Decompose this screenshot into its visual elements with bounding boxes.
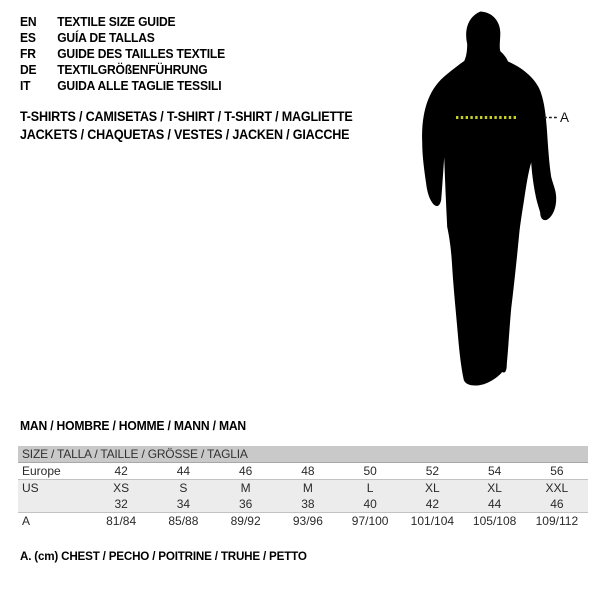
language-label: GUIDE DES TAILLES TEXTILE — [57, 46, 225, 61]
section-title-man: MAN / HOMBRE / HOMME / MANN / MAN — [20, 419, 246, 433]
row-label: US — [22, 481, 39, 495]
language-list — [20, 14, 225, 94]
table-cell: 48 — [301, 464, 315, 478]
table-cell: 52 — [425, 464, 440, 478]
table-cell: 46 — [238, 464, 253, 478]
language-row — [20, 62, 225, 78]
table-cell: 42 — [425, 497, 440, 511]
table-cell: 97/100 — [351, 514, 389, 528]
table-cell: 105/108 — [472, 514, 517, 528]
language-code: FR — [20, 46, 36, 61]
language-row — [20, 46, 225, 62]
table-cell: 89/92 — [230, 514, 261, 528]
table-cell: 44 — [487, 497, 502, 511]
table-cell: 93/96 — [292, 514, 323, 528]
table-cell: 46 — [550, 497, 564, 511]
table-cell: 40 — [363, 497, 377, 511]
man-silhouette-svg — [410, 0, 580, 400]
table-cell: 50 — [363, 464, 377, 478]
row-label — [18, 496, 90, 512]
language-code: ES — [20, 30, 36, 45]
table-cell: 54 — [487, 464, 502, 478]
measurement-footnote: A. (cm) CHEST / PECHO / POITRINE / TRUHE / PETTO — [20, 549, 307, 563]
row-label: A — [22, 514, 31, 528]
language-code: EN — [20, 14, 37, 29]
table-cell: XL — [425, 481, 440, 495]
category-line-jackets: JACKETS / CHAQUETAS / VESTES / JACKEN / GIACCHE — [20, 126, 350, 142]
language-label: GUIDA ALLE TAGLIE TESSILI — [57, 78, 222, 93]
table-cell: 36 — [238, 497, 253, 511]
category-line-tshirts: T-SHIRTS / CAMISETAS / T-SHIRT / T-SHIRT / MAGLIETTE — [20, 109, 353, 124]
measure-label-a: A — [560, 110, 570, 125]
table-cell: 56 — [550, 464, 564, 478]
table-cell: L — [366, 481, 374, 495]
table-row — [18, 513, 588, 529]
row-label: Europe — [22, 464, 61, 478]
table-cell: XS — [113, 481, 130, 495]
table-cell: 44 — [176, 464, 191, 478]
table-row — [18, 480, 588, 496]
language-label: TEXTILE SIZE GUIDE — [57, 14, 176, 29]
table-cell: M — [240, 481, 251, 495]
language-row — [20, 30, 225, 46]
table-cell: S — [179, 481, 188, 495]
man-silhouette-figure — [410, 0, 580, 400]
table-cell: 34 — [176, 497, 191, 511]
category-list — [20, 108, 353, 143]
table-cell: 101/104 — [410, 514, 455, 528]
language-label: GUÍA DE TALLAS — [57, 30, 155, 45]
table-cell: 109/112 — [535, 514, 579, 528]
language-row — [20, 78, 225, 94]
table-cell: 32 — [114, 497, 128, 511]
size-table-header: SIZE / TALLA / TAILLE / GRÖSSE / TAGLIA — [18, 446, 588, 463]
table-cell: 42 — [114, 464, 128, 478]
language-code: IT — [20, 78, 31, 93]
table-cell: M — [302, 481, 313, 495]
size-table — [18, 446, 588, 529]
table-cell: 81/84 — [106, 514, 137, 528]
table-row — [18, 463, 588, 480]
language-row — [20, 14, 225, 30]
language-code: DE — [20, 62, 37, 77]
table-cell: XXL — [545, 481, 569, 495]
man-silhouette — [422, 12, 556, 386]
table-cell: XL — [487, 481, 502, 495]
table-cell: 85/88 — [168, 514, 199, 528]
language-label: TEXTILGRÖßENFÜHRUNG — [57, 62, 208, 77]
size-table-rows — [18, 463, 588, 529]
table-row — [18, 496, 588, 513]
table-cell: 38 — [301, 497, 315, 511]
